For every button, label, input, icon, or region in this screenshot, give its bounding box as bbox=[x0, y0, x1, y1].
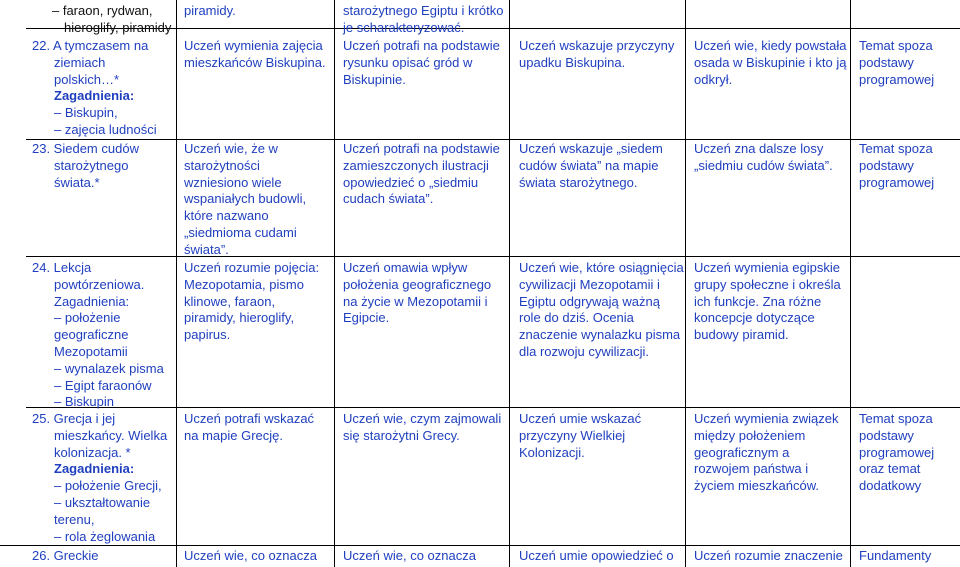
cell-line: 22. A tymczasem na bbox=[32, 38, 149, 53]
cell-line: programowej bbox=[859, 174, 935, 190]
cell-line: Kolonizacji. bbox=[519, 444, 585, 460]
cell-line: zamieszczonych ilustracji bbox=[343, 157, 489, 173]
cell-line: Zagadnienia: bbox=[54, 461, 135, 477]
cell-line: – położenie bbox=[54, 310, 121, 326]
column-divider bbox=[685, 0, 686, 567]
cell-line: Uczeń wie, kiedy powstała bbox=[694, 38, 847, 53]
cell-line: dla rozwoju cywilizacji. bbox=[519, 343, 650, 359]
cell-line: papirus. bbox=[184, 327, 231, 343]
cell-line: Uczeń wymienia zajęcia bbox=[184, 38, 323, 53]
requirement-extended bbox=[343, 411, 501, 445]
cell-line: które nazwano bbox=[184, 208, 269, 224]
cell-line: programowej bbox=[859, 444, 935, 460]
requirement-extended bbox=[343, 548, 476, 565]
cell-line: Egipcie. bbox=[343, 310, 390, 326]
cell-line: odkrył. bbox=[694, 71, 733, 87]
column-divider bbox=[176, 0, 177, 567]
topic-cell-25 bbox=[32, 411, 167, 545]
cell-line: podstawy bbox=[859, 427, 914, 443]
cell-line: Uczeń wymienia egipskie bbox=[694, 260, 840, 275]
requirement-advanced bbox=[519, 141, 663, 191]
cell-line: 25. Grecja i jej bbox=[32, 411, 116, 426]
cell-line: „siedmiu cudów świata”. bbox=[694, 157, 833, 173]
cell-line: hieroglify, piramidy bbox=[64, 19, 172, 35]
requirement-advanced bbox=[519, 38, 674, 72]
cell-line: Temat spoza bbox=[859, 141, 933, 156]
cell-line: geograficzne bbox=[54, 327, 129, 343]
cell-line: upadku Biskupina. bbox=[519, 54, 626, 70]
cell-line: piramidy. bbox=[184, 3, 236, 18]
cell-line: Zagadnienia: bbox=[54, 293, 130, 309]
cell-line: między położeniem bbox=[694, 427, 806, 443]
cell-line: – zajęcia ludności bbox=[54, 121, 157, 137]
cell-line: role do dziś. Ocenia bbox=[519, 310, 634, 326]
requirement-excellent bbox=[694, 141, 833, 175]
requirement-excellent bbox=[694, 411, 839, 495]
cell-line: Uczeń wskazuje „siedem bbox=[519, 141, 663, 156]
requirement-basic bbox=[184, 260, 319, 344]
requirement-advanced bbox=[519, 548, 674, 565]
cell-line: mieszkańców Biskupina. bbox=[184, 54, 326, 70]
cell-line: programowej bbox=[859, 71, 935, 87]
cell-line: Uczeń rozumie pojęcia: bbox=[184, 260, 320, 275]
cell-line: Uczeń potrafi na podstawie bbox=[343, 38, 500, 53]
cell-line: podstawy bbox=[859, 157, 914, 173]
cell-line: Uczeń potrafi na podstawie bbox=[343, 141, 500, 156]
requirement-basic bbox=[184, 38, 326, 72]
cell-line: starożytności bbox=[184, 157, 260, 173]
cell-line: podstawy bbox=[859, 54, 914, 70]
cell-line: Uczeń zna dalsze losy bbox=[694, 141, 824, 156]
requirement-extended bbox=[343, 38, 500, 88]
cell-line: Uczeń wskazuje przyczyny bbox=[519, 38, 675, 53]
remarks-cell bbox=[859, 141, 934, 191]
cell-line: Temat spoza bbox=[859, 411, 933, 426]
cell-line: Uczeń omawia wpływ bbox=[343, 260, 468, 275]
cell-line: – wynalazek pisma bbox=[54, 360, 164, 376]
cell-line: Fundamenty bbox=[859, 548, 932, 563]
requirement-basic bbox=[184, 141, 306, 259]
cell-line: starożytnego Egiptu i krótko bbox=[343, 3, 504, 18]
remarks-cell bbox=[859, 411, 934, 495]
cell-line: Uczeń wymienia związek bbox=[694, 411, 839, 426]
requirement-advanced bbox=[519, 411, 641, 461]
cell-line: położenia geograficznego bbox=[343, 276, 492, 292]
cell-line: ziemiach bbox=[54, 54, 106, 70]
cell-line: Temat spoza bbox=[859, 38, 933, 53]
cell-line: budowy piramid. bbox=[694, 327, 789, 343]
topic-cell-continued bbox=[52, 3, 171, 37]
topic-cell-24 bbox=[32, 260, 164, 411]
cell-line: cudach świata”. bbox=[343, 191, 434, 207]
cell-line: Uczeń wie, co oznacza bbox=[343, 548, 476, 563]
requirement-extended bbox=[343, 141, 500, 208]
cell-line: świata starożytnego. bbox=[519, 174, 638, 190]
requirement-advanced bbox=[519, 260, 684, 361]
requirement-extended bbox=[343, 3, 503, 37]
cell-line: Uczeń rozumie znaczenie bbox=[694, 548, 843, 563]
cell-line: piramidy, hieroglify, bbox=[184, 310, 295, 326]
topic-cell-26 bbox=[32, 548, 98, 565]
cell-line: na życie w Mezopotamii i bbox=[343, 293, 488, 309]
cell-line: rysunku opisać gród w bbox=[343, 54, 473, 70]
cell-line: – położenie Grecji, bbox=[54, 478, 162, 494]
cell-line: Biskupinie. bbox=[343, 71, 406, 87]
cell-line: – rola żeglowania bbox=[54, 528, 156, 544]
cell-line: grupy społeczne i określa bbox=[694, 276, 841, 292]
cell-line: osada w Biskupinie i kto ją bbox=[694, 54, 847, 70]
remarks-cell bbox=[859, 548, 931, 565]
cell-line: oraz temat bbox=[859, 461, 921, 477]
cell-line: na mapie Grecję. bbox=[184, 427, 283, 443]
cell-line: ich funkcje. Zna różne bbox=[694, 293, 822, 309]
topic-cell-22 bbox=[32, 38, 157, 139]
cell-line: Uczeń umie wskazać bbox=[519, 411, 642, 426]
remarks-cell bbox=[859, 38, 934, 88]
cell-line: – faraon, rydwan, bbox=[52, 3, 153, 18]
cell-line: opowiedzieć o „siedmiu bbox=[343, 174, 479, 190]
requirement-excellent bbox=[694, 260, 841, 344]
cell-line: – Egipt faraonów bbox=[54, 377, 152, 393]
requirement-excellent bbox=[694, 548, 843, 565]
cell-line: Mezopotamii bbox=[54, 343, 128, 359]
cell-line: Uczeń wie, co oznacza bbox=[184, 548, 317, 563]
requirement-basic bbox=[184, 548, 317, 565]
cell-line: Uczeń potrafi wskazać bbox=[184, 411, 315, 426]
cell-line: polskich…* bbox=[54, 71, 120, 87]
cell-line: rozwojem państwa i bbox=[694, 461, 809, 477]
topic-cell-23 bbox=[32, 141, 139, 191]
cell-line: starożytnego bbox=[54, 157, 129, 173]
cell-line: świata”. bbox=[184, 241, 229, 257]
cell-line: mieszkańcy. Wielka bbox=[54, 427, 168, 443]
cell-line: klinowe, faraon, bbox=[184, 293, 276, 309]
cell-line: cudów świata” na mapie bbox=[519, 157, 659, 173]
cell-line: powtórzeniowa. bbox=[54, 276, 145, 292]
cell-line: 24. Lekcja bbox=[32, 260, 92, 275]
cell-line: życiem mieszkańców. bbox=[694, 478, 819, 494]
cell-line: wzniesiono wiele bbox=[184, 174, 282, 190]
column-divider bbox=[509, 0, 510, 567]
cell-line: Zagadnienia: bbox=[54, 88, 135, 104]
cell-line: – Biskupin bbox=[54, 394, 114, 410]
cell-line: cywilizacji Mezopotamii i bbox=[519, 276, 660, 292]
cell-line: Egiptu odgrywają ważną bbox=[519, 293, 660, 309]
cell-line: 23. Siedem cudów bbox=[32, 141, 139, 156]
cell-line: wspaniałych budowli, bbox=[184, 191, 307, 207]
requirement-basic bbox=[184, 411, 314, 445]
cell-line: przyczyny Wielkiej bbox=[519, 427, 626, 443]
cell-line: geograficznym a bbox=[694, 444, 790, 460]
cell-line: koncepcje dotyczące bbox=[694, 310, 815, 326]
cell-line: się starożytni Grecy. bbox=[343, 427, 460, 443]
cell-line: Uczeń wie, że w bbox=[184, 141, 278, 156]
requirement-extended bbox=[343, 260, 491, 327]
cell-line: kolonizacja. * bbox=[54, 444, 131, 460]
cell-line: 26. Greckie bbox=[32, 548, 99, 563]
column-divider bbox=[334, 0, 335, 567]
row-divider bbox=[26, 407, 960, 408]
cell-line: świata.* bbox=[54, 174, 100, 190]
cell-line: – Biskupin, bbox=[54, 105, 118, 121]
column-divider bbox=[850, 0, 851, 567]
row-divider bbox=[26, 256, 960, 257]
cell-line: Uczeń umie opowiedzieć o bbox=[519, 548, 674, 563]
cell-line: – ukształtowanie bbox=[54, 494, 151, 510]
cell-line: dodatkowy bbox=[859, 478, 922, 494]
requirement-basic bbox=[184, 3, 236, 20]
cell-line: znaczenie wynalazku pisma bbox=[519, 327, 681, 343]
requirement-excellent bbox=[694, 38, 846, 88]
cell-line: terenu, bbox=[54, 511, 95, 527]
cell-line: Uczeń wie, czym zajmowali bbox=[343, 411, 502, 426]
row-divider bbox=[26, 139, 960, 140]
cell-line: Mezopotamia, pismo bbox=[184, 276, 304, 292]
cell-line: „siedmioma cudami bbox=[184, 224, 297, 240]
cell-line: je scharakteryzować. bbox=[343, 19, 465, 35]
cell-line: Uczeń wie, które osiągnięcia bbox=[519, 260, 684, 275]
